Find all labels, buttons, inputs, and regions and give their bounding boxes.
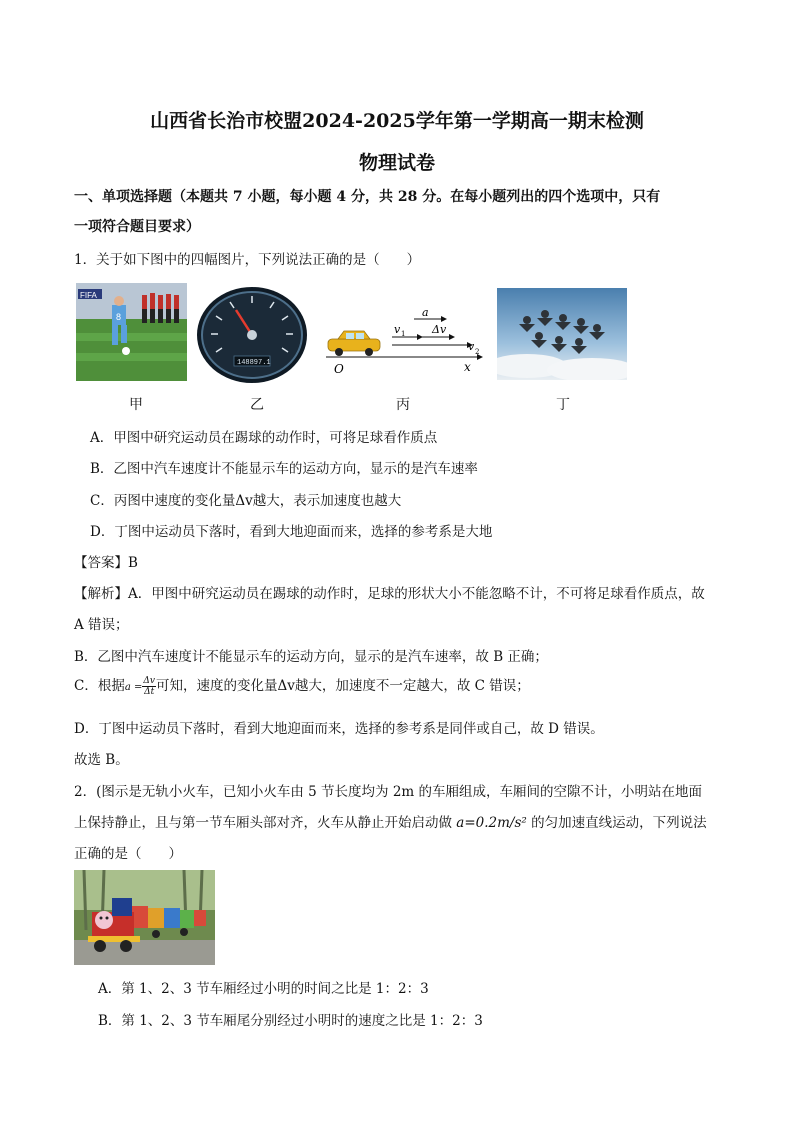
formula-fraction xyxy=(142,676,156,697)
caption-ding: 丁 xyxy=(556,397,570,413)
q1-option-d: D．丁图中运动员下落时，看到大地迎面而来，选择的参考系是大地 xyxy=(90,524,493,540)
q2-stem-line2-b: 的匀加速直线运动，下列说法 xyxy=(526,815,707,831)
analysis-c-prefix: C．根据 xyxy=(74,678,125,694)
caption-jia: 甲 xyxy=(129,397,143,413)
label-delta-v: Δv xyxy=(432,323,447,336)
q1-stem: 1．关于如下图中的四幅图片，下列说法正确的是（ ） xyxy=(74,252,421,268)
page-title: 山西省长治市校盟2024-2025学年第一学期高一期末检测 xyxy=(150,110,644,132)
q1-conclusion: 故选 B。 xyxy=(74,752,129,768)
caption-bing: 丙 xyxy=(396,397,410,413)
figure-train-photo xyxy=(74,870,215,965)
q2-formula: a=0.2m/s² xyxy=(456,815,527,831)
label-v1: v xyxy=(394,323,401,336)
formula-denominator: Δt xyxy=(144,687,155,697)
q1-option-a: A．甲图中研究运动员在踢球的动作时，可将足球看作质点 xyxy=(90,430,438,446)
q1-analysis-c xyxy=(74,674,530,697)
q2-stem-line1: 2．(图示是无轨小火车，已知小火车由 5 节长度均为 2m 的车厢组成，车厢间的空隙不计，小明站在地面 xyxy=(74,784,702,800)
section-heading-line1: 一、单项选择题（本题共 7 小题，每小题 4 分，共 28 分。在每小题列出的四个选项中，只有 xyxy=(74,189,661,205)
figure-ding-skydivers-photo xyxy=(497,288,627,380)
q1-analysis-line3: B．乙图中汽车速度计不能显示车的运动方向，显示的是汽车速率，故 B 正确； xyxy=(74,649,548,665)
figure-yi-speedometer xyxy=(196,286,308,384)
label-v2: v xyxy=(468,340,475,353)
q1-option-b: B．乙图中汽车速度计不能显示车的运动方向，显示的是汽车速率 xyxy=(90,461,478,477)
label-origin: O xyxy=(334,362,344,375)
label-x: x xyxy=(464,360,471,374)
label-v2-sub: 2 xyxy=(475,348,480,356)
formula-lhs: a = xyxy=(124,682,143,693)
q2-stem-line2-a: 上保持静止，且与第一节车厢头部对齐，火车从静止开始启动做 xyxy=(74,815,457,831)
page-subtitle: 物理试卷 xyxy=(358,152,435,174)
label-a: a xyxy=(422,306,429,319)
q1-analysis-line2: A 错误； xyxy=(74,617,129,633)
figure-jia-football-photo xyxy=(76,283,187,381)
svg-text:FIFA: FIFA xyxy=(80,291,97,300)
figure-bing-velocity-diagram xyxy=(322,303,490,375)
analysis-c-suffix: 可知，速度的变化量Δv越大，加速度不一定越大，故 C 错误； xyxy=(155,678,530,694)
formula-numerator: Δv xyxy=(143,676,155,686)
q1-answer: 【答案】B xyxy=(74,555,138,571)
q2-option-b: B．第 1、2、3 节车厢尾分别经过小明时的速度之比是 1：2：3 xyxy=(98,1013,483,1029)
speedometer-readout: 148897.1 xyxy=(237,359,271,367)
q2-option-a: A．第 1、2、3 节车厢经过小明的时间之比是 1：2：3 xyxy=(98,981,429,997)
q1-option-c: C．丙图中速度的变化量Δv越大，表示加速度也越大 xyxy=(90,493,402,509)
caption-yi: 乙 xyxy=(250,397,264,413)
q2-stem-line3: 正确的是（ ） xyxy=(74,846,182,862)
q1-analysis-d: D．丁图中运动员下落时，看到大地迎面而来，选择的参考系是同伴或自己，故 D 错误。 xyxy=(74,721,604,737)
label-v1-sub: 1 xyxy=(401,330,406,338)
svg-text:8: 8 xyxy=(116,312,122,322)
q2-stem-line2 xyxy=(74,811,707,831)
q1-analysis-line1: 【解析】A．甲图中研究运动员在踢球的动作时，足球的形状大小不能忽略不计，不可将足球看作质点，故 xyxy=(74,586,705,602)
section-heading-line2: 一项符合题目要求） xyxy=(74,219,200,235)
